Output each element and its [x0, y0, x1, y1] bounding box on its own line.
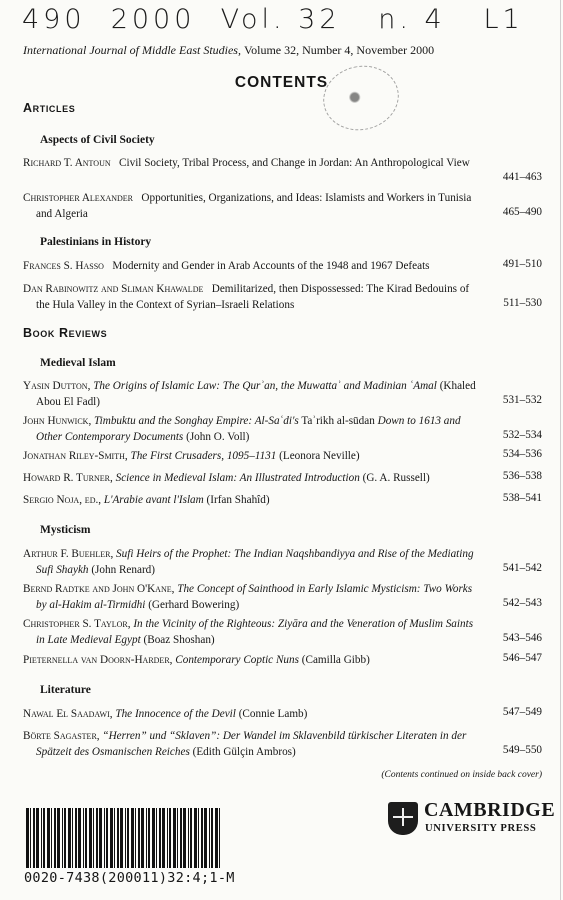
entry-title: Contemporary Coptic Nuns — [175, 654, 299, 666]
entry-title: In the Vicinity of the Righteous: Ziyāra and the Veneration of Muslim Saints in Late Medieval Egypt — [36, 618, 474, 646]
barcode-bar — [36, 808, 39, 868]
entry-reviewer: (John O. Voll) — [186, 431, 250, 443]
entry-author: Yasin Dutton, — [23, 380, 91, 392]
entry-author: Bernd Radtke and John O'Kane, — [23, 583, 175, 595]
barcode-bar — [62, 808, 63, 868]
barcode-bar — [152, 808, 155, 868]
barcode-bar — [30, 808, 31, 868]
barcode-bar — [26, 808, 29, 868]
entry-reviewer: (G. A. Russell) — [362, 472, 430, 484]
entry-author: Arthur F. Buehler, — [23, 548, 114, 560]
barcode-bar — [173, 808, 176, 868]
toc-entry[interactable] — [23, 470, 476, 486]
barcode-bar — [146, 808, 147, 868]
barcode-bar — [106, 808, 108, 868]
toc-entry[interactable] — [23, 155, 476, 171]
barcode-bar — [51, 808, 52, 868]
barcode-bar — [194, 808, 197, 868]
barcode-bar — [41, 808, 42, 868]
entry-pages: 547–549 — [502, 706, 542, 718]
entry-title: The First Crusaders, 1095–1131 — [130, 450, 277, 462]
barcode-bar — [180, 808, 182, 868]
entry-pages: 532–534 — [502, 429, 542, 441]
entry-reviewer: (Gerhard Bowering) — [148, 599, 240, 611]
barcode-bar — [135, 808, 136, 868]
journal-line — [23, 43, 434, 58]
barcode-bar — [57, 808, 60, 868]
entry-pages: 511–530 — [503, 297, 542, 309]
barcode-bar — [89, 808, 92, 868]
barcode-bar — [114, 808, 115, 868]
entry-reviewer: (Boaz Shoshan) — [143, 634, 215, 646]
entry-pages: 549–550 — [502, 744, 542, 756]
toc-entry[interactable] — [23, 728, 476, 760]
barcode-bar — [148, 808, 150, 868]
barcode-bar — [183, 808, 186, 868]
entry-reviewer: (Khaled Abou El Fadl) — [36, 380, 476, 408]
entry-author: Pieternella van Doorn-Harder, — [23, 654, 173, 666]
entry-author: Christopher S. Taylor, — [23, 618, 131, 630]
entry-reviewer: (Leonora Neville) — [279, 450, 360, 462]
entry-reviewer: (Edith Gülçin Ambros) — [192, 746, 296, 758]
entry-title: Sufi Heirs of the Prophet: The Indian Naqshbandiyya and Rise of the Mediating Sufi Shaykh — [36, 548, 474, 576]
entry-pages: 543–546 — [502, 632, 542, 644]
barcode-bar — [177, 808, 178, 868]
barcode-bar — [54, 808, 56, 868]
crest-icon — [388, 802, 418, 835]
subsection-palestinians: Palestinians in History — [40, 236, 152, 248]
barcode-icon — [24, 808, 224, 868]
journal-title: International Journal of Middle East Studies, — [23, 43, 241, 57]
barcode-bar — [201, 808, 203, 868]
entry-pages: 534–536 — [502, 448, 542, 460]
entry-title: Timbuktu and the Songhay Empire: Al-Saʿdi's — [94, 415, 299, 427]
entry-author: Nawal El Saadawi, — [23, 708, 113, 720]
barcode-bar — [120, 808, 123, 868]
entry-title: The Innocence of the Devil — [115, 708, 236, 720]
entry-title-cont: Down to 1613 and Other Contemporary Documents — [36, 415, 461, 443]
toc-entry[interactable] — [23, 492, 476, 508]
barcode-bar — [68, 808, 71, 868]
barcode-bar — [219, 808, 220, 868]
publisher-press: UNIVERSITY PRESS — [425, 823, 537, 834]
entry-pages: 491–510 — [502, 258, 542, 270]
entry-author: John Hunwick, — [23, 415, 92, 427]
entry-title: “Herren” und “Sklaven”: Der Wandel im Sklavenbild türkischer Literaten in der Spätzeit des Osmanischen Reiches — [36, 730, 467, 758]
subsection-mysticism: Mysticism — [40, 524, 91, 536]
toc-entry[interactable] — [23, 448, 476, 464]
barcode-bar — [125, 808, 126, 868]
barcode-bar — [156, 808, 157, 868]
subsection-civil-society: Aspects of Civil Society — [40, 134, 155, 146]
barcode-bar — [141, 808, 144, 868]
section-articles: Articles — [23, 101, 76, 115]
publisher-logo — [388, 799, 556, 839]
entry-title-roman: Taʾrikh al-sūdan — [301, 415, 375, 427]
subsection-literature: Literature — [40, 684, 91, 696]
entry-author: Sergio Noja, ed., — [23, 494, 102, 506]
entry-pages: 546–547 — [502, 652, 542, 664]
barcode-bar — [72, 808, 73, 868]
toc-entry[interactable] — [23, 652, 476, 668]
barcode-bar — [159, 808, 161, 868]
entry-author: Börte Sagaster, — [23, 730, 100, 742]
entry-pages: 541–542 — [502, 562, 542, 574]
entry-author: Richard T. Antoun — [23, 157, 111, 169]
barcode-bar — [47, 808, 50, 868]
barcode-bar — [93, 808, 94, 868]
toc-entry[interactable] — [23, 413, 476, 445]
toc-entry[interactable] — [23, 581, 476, 613]
publisher-name: CAMBRIDGE — [424, 799, 556, 821]
toc-entry[interactable] — [23, 281, 476, 313]
entry-reviewer: (Irfan Shahîd) — [206, 494, 270, 506]
barcode-bar — [198, 808, 199, 868]
entry-pages: 465–490 — [502, 206, 542, 218]
barcode-bar — [64, 808, 66, 868]
barcode-bar — [83, 808, 84, 868]
entry-pages: 531–532 — [502, 394, 542, 406]
entry-title: Opportunities, Organizations, and Ideas: Islamists and Workers in Tunisia and Algeria — [36, 192, 472, 220]
toc-entry[interactable] — [23, 546, 476, 578]
entry-reviewer: (John Renard) — [91, 564, 156, 576]
entry-author: Howard R. Turner, — [23, 472, 113, 484]
toc-entry[interactable] — [23, 616, 476, 648]
entry-title: The Concept of Sainthood in Early Islamic Mysticism: Two Works by al-Hakim al-Tirmidhi — [36, 583, 473, 611]
barcode-bar — [169, 808, 171, 868]
entry-pages: 441–463 — [502, 171, 542, 183]
barcode-text: 0020-7438(200011)32:4;1-M — [24, 870, 235, 886]
barcode-bar — [188, 808, 189, 868]
entry-author: Frances S. Hasso — [23, 260, 104, 272]
entry-pages: 538–541 — [502, 492, 542, 504]
barcode-bar — [215, 808, 218, 868]
barcode-bar — [85, 808, 87, 868]
barcode-bar — [204, 808, 207, 868]
toc-entry[interactable] — [23, 190, 476, 222]
handwritten-note: 490 2000 Vol. 32 n. 4 L1 — [22, 4, 524, 35]
journal-issue: Volume 32, Number 4, November 2000 — [243, 43, 435, 57]
barcode-bar — [33, 808, 35, 868]
continued-note: (Contents continued on inside back cover) — [381, 770, 542, 780]
section-book-reviews: Book Reviews — [23, 326, 108, 340]
library-stamp — [317, 59, 405, 137]
barcode-bar — [43, 808, 45, 868]
barcode-bar — [75, 808, 77, 868]
toc-entry[interactable] — [23, 258, 476, 274]
entry-title: L'Arabie avant l'Islam — [103, 494, 204, 506]
entry-pages: 542–543 — [502, 597, 542, 609]
barcode-bar — [78, 808, 81, 868]
barcode-bar — [167, 808, 168, 868]
barcode-bar — [127, 808, 129, 868]
barcode-bar — [104, 808, 105, 868]
barcode-bar — [131, 808, 134, 868]
barcode-bar — [110, 808, 113, 868]
barcode-bar — [96, 808, 98, 868]
barcode-bar — [211, 808, 213, 868]
barcode-bar — [138, 808, 140, 868]
entry-pages: 536–538 — [502, 470, 542, 482]
entry-title: Science in Medieval Islam: An Illustrated Introduction — [115, 472, 360, 484]
entry-title: Demilitarized, then Dispossessed: The Kirad Bedouins of the Hula Valley in the Context of Syrian–Israeli Relations — [36, 283, 470, 311]
contents-heading: CONTENTS — [234, 74, 329, 91]
barcode-bar — [162, 808, 165, 868]
entry-reviewer: (Camilla Gibb) — [301, 654, 370, 666]
barcode-bar — [117, 808, 119, 868]
barcode-bar — [209, 808, 210, 868]
page-edge-line — [560, 0, 561, 900]
barcode-bar — [190, 808, 192, 868]
entry-author: Dan Rabinowitz and Sliman Khawalde — [23, 283, 204, 295]
entry-title: The Origins of Islamic Law: The Qurʾan, the Muwattaʾ and Madinian ʿAmal — [93, 380, 437, 392]
toc-entry[interactable] — [23, 378, 476, 410]
barcode-bar — [99, 808, 102, 868]
entry-author: Christopher Alexander — [23, 192, 134, 204]
toc-entry[interactable] — [23, 706, 476, 722]
subsection-medieval-islam: Medieval Islam — [40, 357, 116, 369]
entry-title: Civil Society, Tribal Process, and Change in Jordan: An Anthropological View — [119, 157, 470, 169]
entry-author: Jonathan Riley-Smith, — [23, 450, 128, 462]
entry-reviewer: (Connie Lamb) — [238, 708, 308, 720]
entry-title: Modernity and Gender in Arab Accounts of the 1948 and 1967 Defeats — [112, 260, 430, 272]
